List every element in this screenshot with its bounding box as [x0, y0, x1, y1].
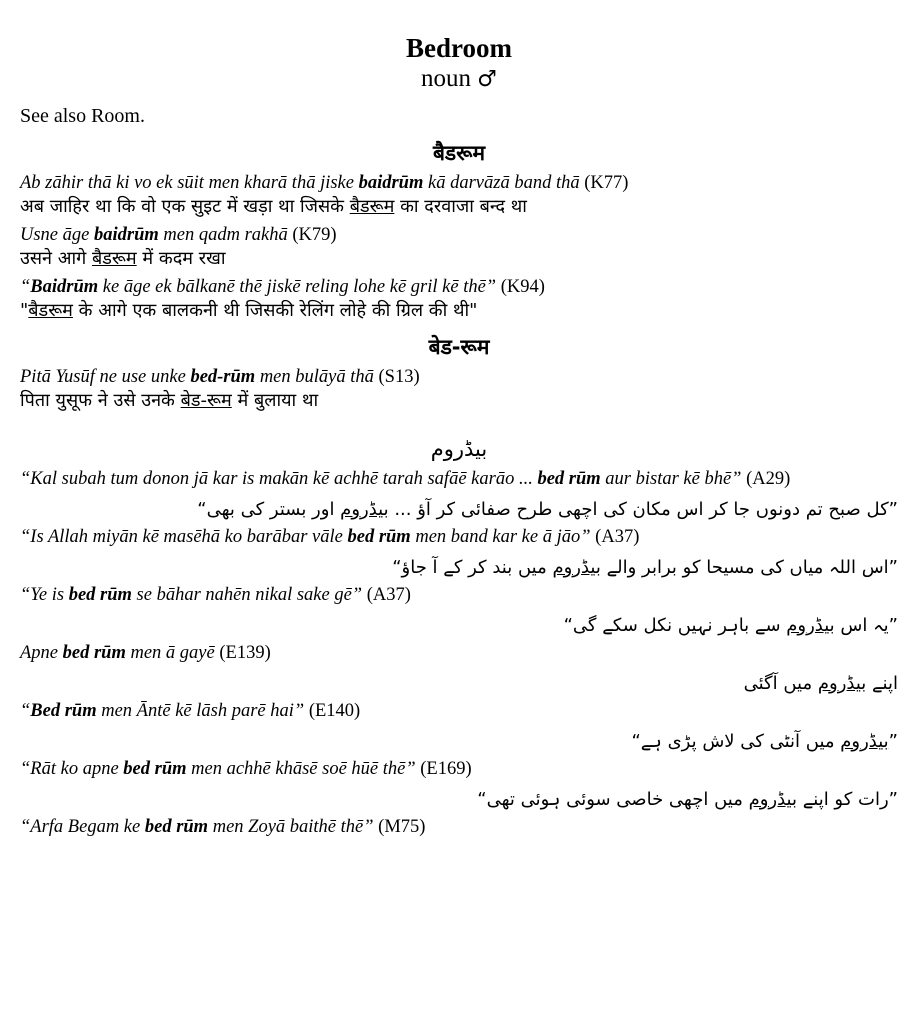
source-citation: (A29) — [741, 469, 791, 489]
example-transliteration: Ab zāhir thā ki vo ek sūit men kharā thā jiske baidrūm kā darvāzā band thā (K77) — [20, 173, 629, 193]
source-citation: (A37) — [362, 585, 411, 605]
example-urdu: اپنے بیڈروم میں آگئی — [743, 673, 898, 694]
see-also-reference: See also Room. — [20, 105, 145, 127]
example-transliteration: “Arfa Begam ke bed rūm men Zoyā baithē thē” (M75) — [20, 817, 426, 837]
example-urdu: ”بیڈروم میں آنٹی کی لاش پڑی ہے“ — [631, 731, 898, 752]
source-citation: (E139) — [214, 643, 271, 663]
example — [20, 699, 898, 755]
masculine-gender-icon: ♂ — [477, 67, 497, 92]
example — [20, 223, 898, 271]
example-urdu: ”اس اللہ میاں کی مسیحا کو برابر والے بیڈروم میں بند کر کے آ جاؤ“ — [392, 557, 898, 578]
part-of-speech — [20, 64, 898, 95]
example — [20, 525, 898, 581]
source-citation: (S13) — [373, 367, 420, 387]
example-transliteration: “Bed rūm men Āntē kē lāsh parē hai” (E140) — [20, 701, 361, 721]
example-transliteration: “Rāt ko apne bed rūm men achhē khāsē soē hūē thē” (E169) — [20, 759, 472, 779]
example-transliteration: “Is Allah miyān kē masēhā ko barābar vāle bed rūm men band kar ke ā jāo” (A37) — [20, 527, 640, 547]
example — [20, 641, 898, 697]
example-urdu: ”یہ اس بیڈروم سے باہر نہیں نکل سکے گی“ — [563, 615, 898, 636]
example-transliteration: “Baidrūm ke āge ek bālkanē thē jiskē reling lohe kē gril kē thē” (K94) — [20, 277, 545, 297]
source-citation: (K94) — [496, 277, 545, 297]
example — [20, 365, 898, 413]
example-hindi: "बैडरूम के आगे एक बालकनी थी जिसकी रेलिंग लोहे की ग्रिल की थी" — [20, 300, 478, 321]
example — [20, 171, 898, 219]
source-citation: (E169) — [415, 759, 472, 779]
example-transliteration: Apne bed rūm men ā gayē (E139) — [20, 643, 271, 663]
example-urdu: ”رات کو اپنے بیڈروم میں اچھی خاصی سوئی ہوئی تھی“ — [477, 789, 898, 810]
example — [20, 757, 898, 813]
source-citation: (K79) — [287, 225, 337, 245]
source-citation: (E140) — [304, 701, 361, 721]
source-citation: (K77) — [579, 173, 629, 193]
example-transliteration: Pitā Yusūf ne use unke bed-rūm men bulāyā thā (S13) — [20, 367, 420, 387]
section-heading-hindi-baidrum: बैडरूम — [432, 141, 486, 165]
example-urdu: ”کل صبح تم دونوں جا کر اس مکان کی اچھی طرح صفائی کر آؤ ... بیڈروم اور بستر کی بھی“ — [197, 499, 898, 520]
pos-label: noun — [421, 65, 471, 92]
example-transliteration: “Ye is bed rūm se bāhar nahēn nikal sake gē” (A37) — [20, 585, 411, 605]
section-heading-hindi-bed-rum: बेड-रूम — [428, 335, 490, 359]
example — [20, 467, 898, 523]
example — [20, 583, 898, 639]
headword: Bedroom — [406, 33, 512, 63]
example — [20, 275, 898, 323]
example-hindi: अब जाहिर था कि वो एक सुइट में खड़ा था जिसके बैडरूम का दरवाजा बन्द था — [20, 196, 527, 217]
section-heading-urdu: بیڈروم — [430, 437, 488, 461]
example-transliteration: Usne āge baidrūm men qadm rakhā (K79) — [20, 225, 337, 245]
dictionary-page — [20, 0, 898, 839]
example-transliteration: “Kal subah tum donon jā kar is makān kē achhē tarah safāē karāo ... bed rūm aur bistar kē bhē” (A29) — [20, 469, 791, 489]
example-hindi: पिता युसूफ ने उसे उनके बेड-रूम में बुलाया था — [20, 390, 319, 411]
example-hindi: उसने आगे बैडरूम में कदम रखा — [20, 248, 226, 269]
source-citation: (A37) — [590, 527, 640, 547]
example — [20, 815, 898, 839]
source-citation: (M75) — [373, 817, 426, 837]
